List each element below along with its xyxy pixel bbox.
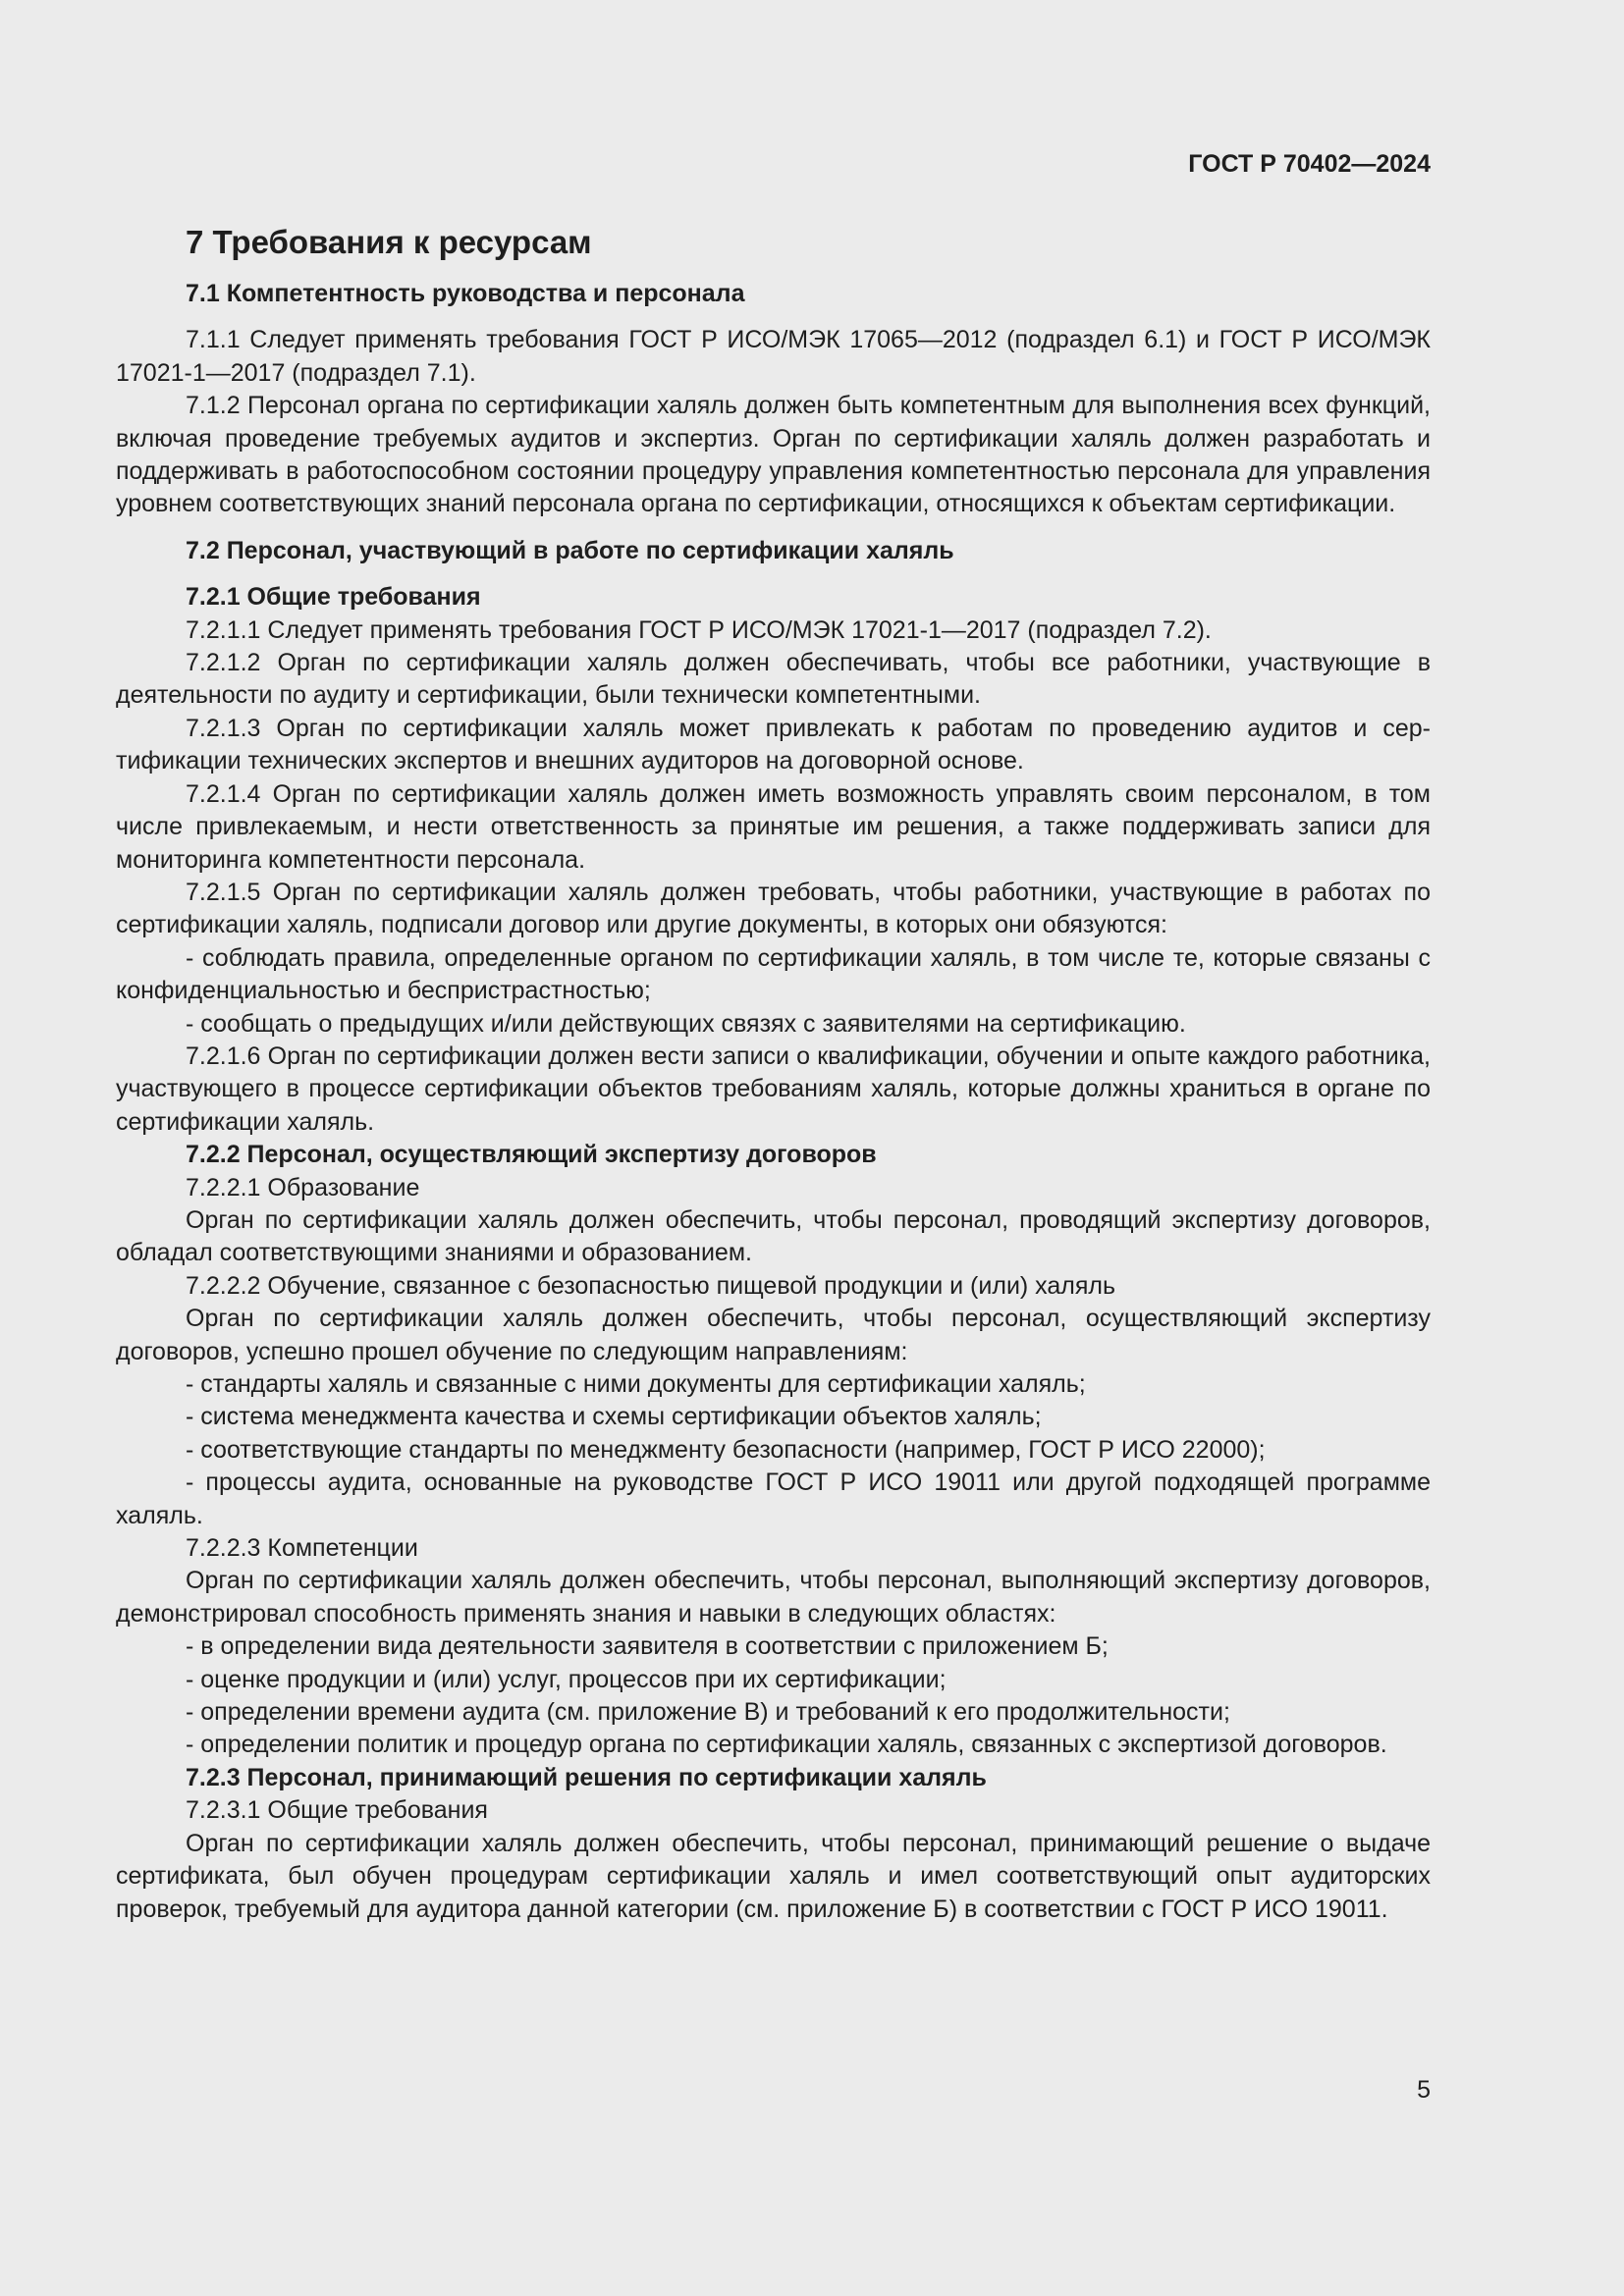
subsection-heading-7-1: 7.1 Компетентность руководства и персонала	[186, 280, 745, 307]
paragraph: Орган по сертификации халяль должен обеспечить, чтобы персонал, проводящий экспертизу договоров, обладал соответствующими знаниями и образованием.	[116, 1205, 1431, 1267]
subsection-heading-7-2-2: 7.2.2 Персонал, осуществляющий экспертизу договоров	[186, 1141, 877, 1169]
list-item: - в определении вида деятельности заявителя в соответствии с приложением Б;	[186, 1632, 1109, 1661]
paragraph-7-2-2-2: 7.2.2.2 Обучение, связанное с безопасностью пищевой продукции и (или) халяль	[186, 1271, 1116, 1300]
paragraph-7-2-1-4: 7.2.1.4 Орган по сертификации халяль должен иметь возможность управлять своим персоналом, в том числе привлекаемым, и нести ответственность за принятые им решения, а также поддерживать записи для мониторинга компетентности персонала.	[116, 779, 1431, 874]
list-item: - процессы аудита, основанные на руководстве ГОСТ Р ИСО 19011 или другой подходящей программе халяль.	[116, 1468, 1431, 1529]
paragraph: Орган по сертификации халяль должен обеспечить, чтобы персонал, выполняющий экспертизу договоров, демонстрировал способность применять знания и навыки в следующих областях:	[116, 1567, 1431, 1628]
paragraph-7-2-2-3: 7.2.2.3 Компетенции	[186, 1534, 418, 1563]
subsection-heading-7-2: 7.2 Персонал, участвующий в работе по сертификации халяль	[186, 536, 954, 564]
list-item: - система менеджмента качества и схемы сертификации объектов халяль;	[186, 1403, 1042, 1431]
paragraph-7-2-1-2: 7.2.1.2 Орган по сертификации халяль должен обеспечивать, чтобы все работники, участвующие в деятельности по аудиту и сертификации, были технически компетентными.	[116, 649, 1431, 710]
list-item: - определении времени аудита (см. приложение В) и требований к его продолжительности;	[186, 1698, 1230, 1727]
document-header: ГОСТ Р 70402—2024	[1188, 150, 1431, 178]
paragraph: Орган по сертификации халяль должен обеспечить, чтобы персонал, осуществляющий экспертизу договоров, успешно прошел обучение по следующим направлениям:	[116, 1305, 1431, 1365]
paragraph-7-2-2-1: 7.2.2.1 Образование	[186, 1173, 420, 1201]
list-item: - определении политик и процедур органа по сертификации халяль, связанных с экспертизой договоров.	[186, 1731, 1387, 1759]
paragraph: Орган по сертификации халяль должен обеспечить, чтобы персонал, принимающий решение о выдаче сертификата, был обучен процедурам сертификации халяль и имел соответствующий опыт аудиторских проверок, требуемый для аудитора данной категории (см. приложение Б) в соответствии с ГОСТ Р ИСО 19011.	[116, 1829, 1431, 1923]
subsection-heading-7-2-1: 7.2.1 Общие требования	[186, 583, 481, 612]
list-item: - стандарты халяль и связанные с ними документы для сертификации халяль;	[186, 1370, 1086, 1398]
paragraph-7-2-1-5: 7.2.1.5 Орган по сертификации халяль должен требовать, чтобы работники, участвующие в работах по сертификации халяль, подписали договор или другие документы, в которых они обязуются:	[116, 878, 1431, 939]
paragraph-7-2-1-1: 7.2.1.1 Следует применять требования ГОСТ Р ИСО/МЭК 17021-1—2017 (подраздел 7.2).	[186, 615, 1212, 644]
list-item: - соблюдать правила, определенные органом по сертификации халяль, в том числе те, которые связаны с конфиденциальностью и беспристрастностью;	[116, 943, 1431, 1005]
document-body	[116, 221, 1431, 1926]
list-item: - сообщать о предыдущих и/или действующих связях с заявителями на сертификацию.	[186, 1009, 1186, 1038]
page-number: 5	[1417, 2076, 1431, 2104]
paragraph-7-2-1-6: 7.2.1.6 Орган по сертификации должен вести записи о квалификации, обучении и опыте каждого работника, участвующего в процессе сертификации объектов требованиям халяль, которые должны храниться в органе по сертификации халяль.	[116, 1041, 1431, 1136]
paragraph-7-2-1-3: 7.2.1.3 Орган по сертификации халяль может привлекать к работам по проведению аудитов и сертификации технических экспертов и внешних аудиторов на договорной основе.	[116, 714, 1431, 775]
subsection-heading-7-2-3: 7.2.3 Персонал, принимающий решения по сертификации халяль	[186, 1763, 987, 1791]
paragraph-7-1-2: 7.1.2 Персонал органа по сертификации халяль должен быть компетентным для выполнения всех функций, включая проведение требуемых аудитов и экспертиз. Орган по сертификации халяль должен разработать и поддерживать в работоспособном состоянии процедуру управления компетентностью персонала для управления уровнем соответствующих знаний персонала органа по сертификации, относящихся к объектам сертификации.	[116, 392, 1431, 518]
section-heading-7: 7 Требования к ресурсам	[186, 224, 592, 260]
paragraph-7-2-3-1: 7.2.3.1 Общие требования	[186, 1796, 488, 1825]
list-item: - оценке продукции и (или) услуг, процессов при их сертификации;	[186, 1665, 947, 1693]
list-item: - соответствующие стандарты по менеджменту безопасности (например, ГОСТ Р ИСО 22000);	[186, 1435, 1266, 1464]
paragraph-7-1-1: 7.1.1 Следует применять требования ГОСТ Р ИСО/МЭК 17065—2012 (подраздел 6.1) и ГОСТ Р ИСО/МЭК 17021-1—2017 (подраздел 7.1).	[116, 326, 1431, 387]
